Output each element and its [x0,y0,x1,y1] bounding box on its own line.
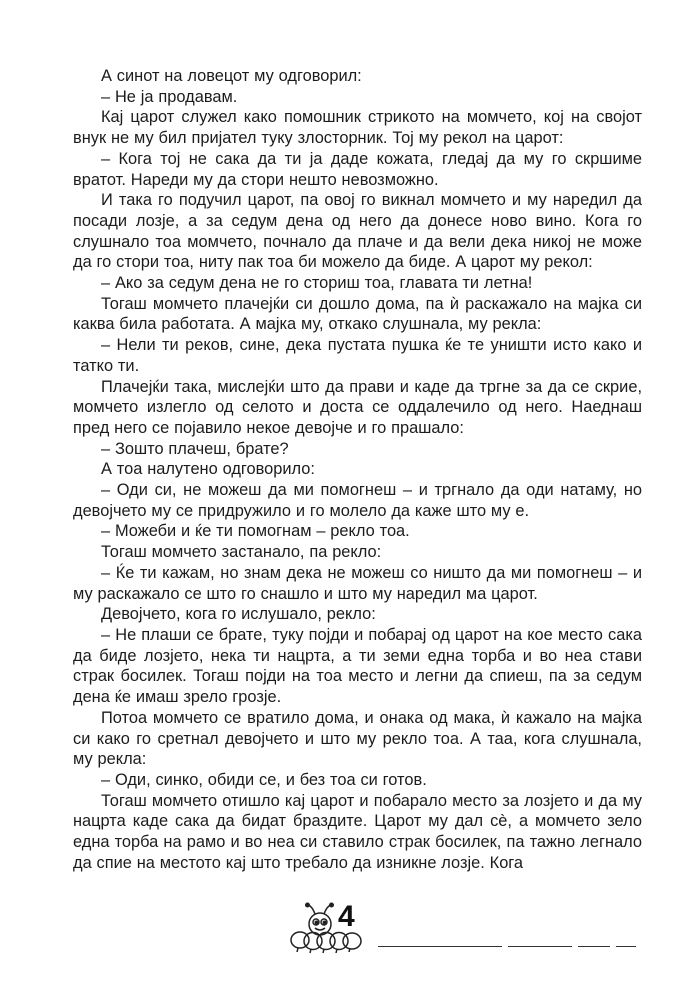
paragraph: – Нели ти реков, сине, дека пустата пушка ќе те уништи исто како и татко ти. [73,336,642,375]
paragraph: – Зошто плачеш, брате? [101,439,289,458]
footer-rule [616,946,636,947]
paragraph: Тогаш момчето отишло кај царот и побарало место за лозјето и да му нацрта каде сака да бидат браздите. Царот му дал сè, а момчето зело една торба на рамо и во неа си ставило страк босилек, па тажно легнало да спие на местото кај што требало да изникне лозје. Кога [73,791,642,872]
paragraph: – Ќе ти кажам, но знам дека не можеш со ништо да ми помогнеш – и му раскажало се што го снашло и што му наредил ма царот. [73,563,642,603]
story-text [73,66,642,873]
page-number: 4 [338,900,355,933]
paragraph: – Кога тој не сака да ти ја даде кожата, гледај да му го скршиме вратот. Нареди му да стори нешто невозможно. [73,149,642,189]
paragraph: Потоа момчето се вратило дома, и онака од мака, ѝ кажало на мајка си како го сретнал девојчето и што му рекло тоа. А таа, кога слушнала, му рекла: [73,708,642,769]
paragraph: А синот на ловецот му одговорил: [101,67,362,85]
paragraph: Кај царот служел како помошник стрикото на момчето, кој на својот внук не му бил пријател туку злосторник. Тој му рекол на царот: [73,108,642,148]
paragraph: – Ако за седум дена не го сториш тоа, главата ти летна! [101,274,533,293]
paragraph: Девојчето, кога го ислушало, рекло: [101,605,376,624]
paragraph: – Оди си, не можеш да ми помогнеш – и тргнало да оди натаму, но девојчето му се придружило и го молело да каже што му е. [73,481,642,520]
footer-rule [508,946,572,947]
paragraph: Тогаш момчето плачејќи си дошло дома, па ѝ раскажало на мајка си каква била работата. А мајка му, откако слушнала, му рекла: [73,294,642,334]
page-footer [286,900,646,960]
caterpillar-icon [286,900,376,956]
paragraph: Плачејќи така, мислејќи што да прави и каде да тргне за да се скрие, момчето излегло од селото и доста се оддалечило од него. Наеднаш пред него се појавило некое девојче и го прашало: [73,377,642,437]
paragraph: И така го подучил царот, па овој го викнал момчето и му наредил да посади лозје, а за седум дена од него да донесе ново вино. Кога го слушнало тоа момчето, почнало да плаче и да вели дека никој не може да го стори тоа, ниту пак тоа би можело да биде. А царот му рекол: [73,191,642,272]
paragraph: Тогаш момчето застанало, па рекло: [101,543,382,562]
footer-rule [578,946,610,947]
paragraph: – Можеби и ќе ти помогнам – рекло тоа. [101,522,410,541]
paragraph: – Не ја продавам. [101,87,238,106]
footer-rule [378,946,502,947]
paragraph: – Не плаши се брате, туку појди и побарај од царот на кое место сака да биде лозјето, нека ти нацрта, а ти земи една торба и во неа стави страк босилек. Тогаш појди на тоа место и легни да спиеш, па за седум дена ќе имаш зрело грозје. [73,625,642,707]
paragraph: – Оди, синко, обиди се, и без тоа си готов. [101,770,427,789]
paragraph: А тоа налутено одговорило: [101,460,315,479]
